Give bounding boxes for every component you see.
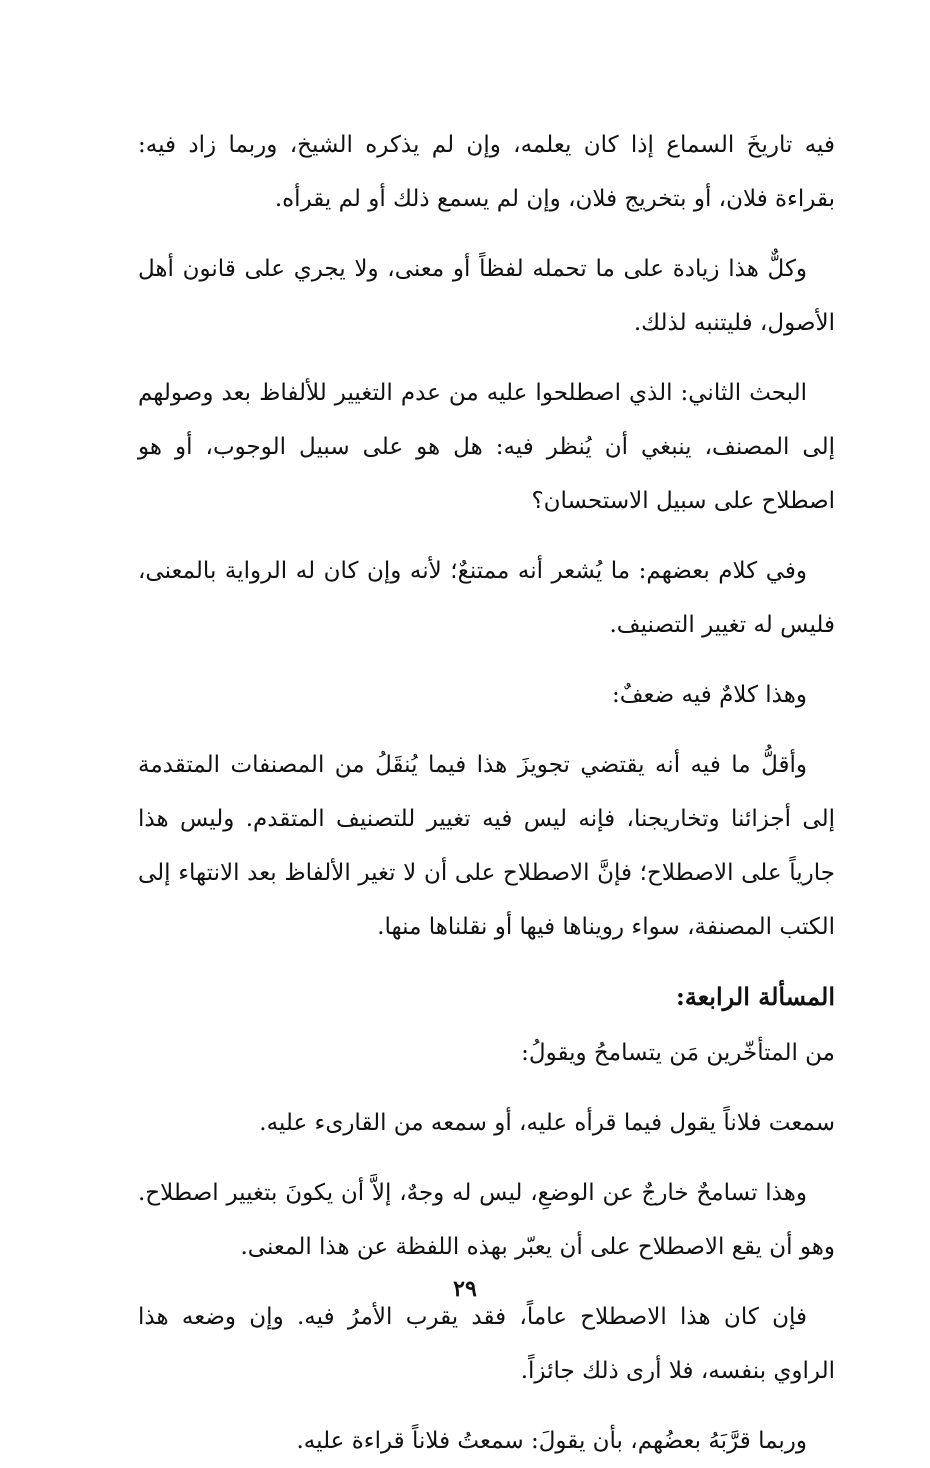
page-body bbox=[138, 118, 835, 1468]
section-heading: المسألة الرابعة: bbox=[676, 982, 835, 1011]
paragraph: وهذا تسامحٌ خارجٌ عن الوضعِ، ليس له وجهٌ، إلاَّ أن يكونَ بتغيير اصطلاح. وهو أن يقع الاصطلاح على أن يعبّر بهذه اللفظة عن هذا المعنى. bbox=[138, 1180, 835, 1260]
paragraph: وأقلُّ ما فيه أنه يقتضي تجويزَ هذا فيما يُنقَلُ من المصنفات المتقدمة إلى أجزائنا وتخاريجنا، فإنه ليس فيه تغيير للتصنيف المتقدم. وليس هذا جارياً على الاصطلاح؛ فإنَّ الاصطلاح على أن لا تغير الألفاظ بعد الانتهاء إلى الكتب المصنفة، سواء رويناها فيها أو نقلناها منها. bbox=[138, 752, 835, 940]
paragraph: سمعت فلاناً يقول فيما قرأه عليه، أو سمعه من القارىء عليه. bbox=[259, 1110, 835, 1136]
paragraph: وربما قرَّبَهُ بعضُهم، بأن يقولَ: سمعتُ فلاناً قراءة عليه. bbox=[296, 1428, 807, 1454]
paragraph: البحث الثاني: الذي اصطلحوا عليه من عدم التغيير للألفاظ بعد وصولهم إلى المصنف، ينبغي أن يُنظر فيه: هل هو على سبيل الوجوب، أو هو اصطلاح على سبيل الاستحسان؟ bbox=[138, 380, 835, 514]
paragraph: وكلٌّ هذا زيادة على ما تحمله لفظاً أو معنى، ولا يجري على قانون أهل الأصول، فليتنبه لذلك. bbox=[138, 256, 835, 336]
page-number: ٢٩ bbox=[453, 1276, 477, 1302]
paragraph: من المتأخّرين مَن يتسامحُ ويقولُ: bbox=[521, 1040, 835, 1066]
paragraph: فيه تاريخَ السماع إذا كان يعلمه، وإن لم يذكره الشيخ، وربما زاد فيه: بقراءة فلان، أو بتخريج فلان، وإن لم يسمع ذلك أو لم يقرأه. bbox=[138, 132, 835, 212]
paragraph: وفي كلام بعضهم: ما يُشعر أنه ممتنعٌ؛ لأنه وإن كان له الرواية بالمعنى، فليس له تغيير التصنيف. bbox=[138, 558, 835, 638]
paragraph: فإن كان هذا الاصطلاح عاماً، فقد يقرب الأمرُ فيه. وإن وضعه هذا الراوي بنفسه، فلا أرى ذلك جائزاً. bbox=[138, 1304, 835, 1384]
paragraph: وهذا كلامٌ فيه ضعفٌ: bbox=[612, 682, 807, 708]
paragraphs-before-heading bbox=[138, 118, 835, 954]
paragraphs-after-heading bbox=[138, 1026, 835, 1468]
